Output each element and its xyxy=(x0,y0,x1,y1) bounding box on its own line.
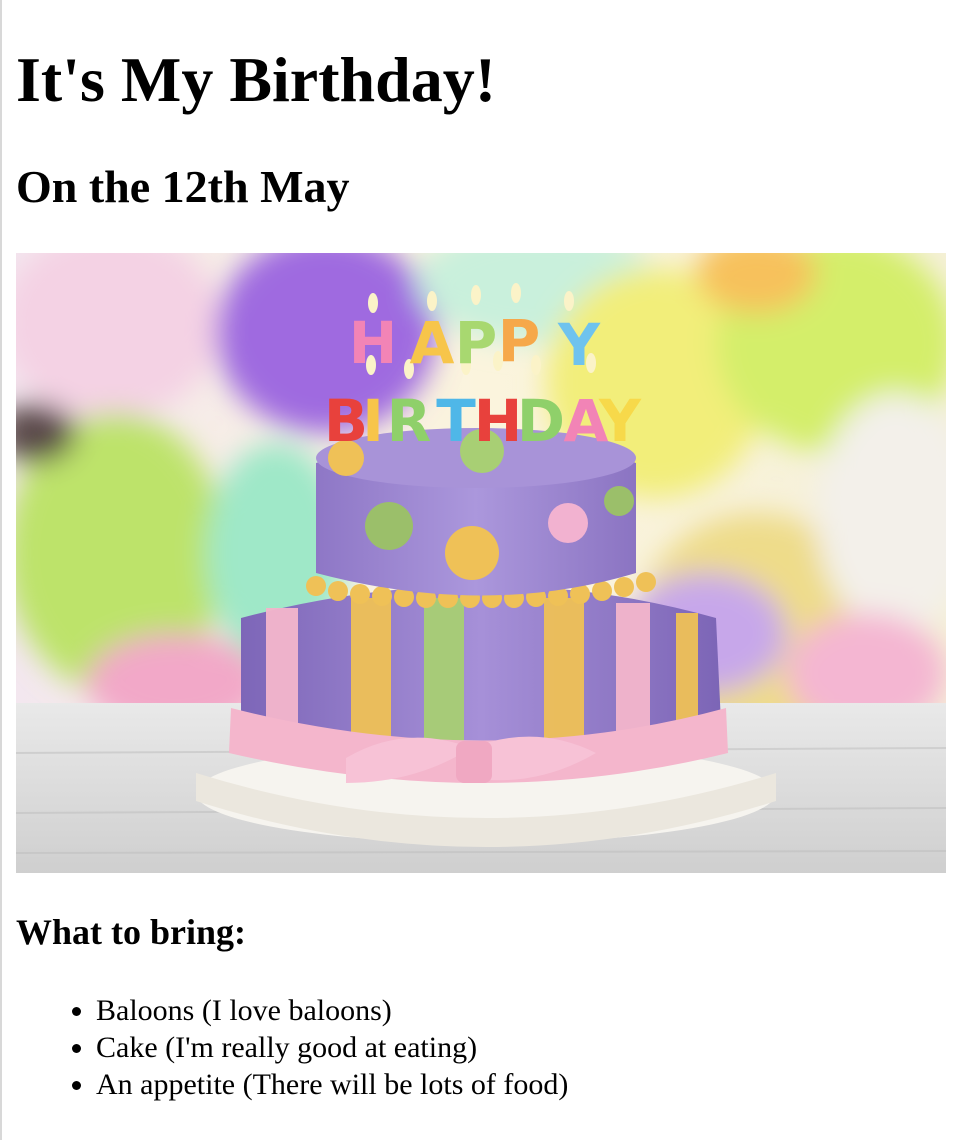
svg-text:A: A xyxy=(409,309,455,377)
list-item: • Cake (I'm really good at eating) xyxy=(96,1029,568,1066)
svg-text:T: T xyxy=(436,387,476,455)
list-item: • Baloons (I love baloons) xyxy=(96,992,568,1029)
svg-text:H: H xyxy=(473,387,523,455)
svg-text:Y: Y xyxy=(599,387,641,455)
svg-text:D: D xyxy=(516,387,566,455)
list-item: • An appetite (There will be lots of food) xyxy=(96,1066,568,1103)
page-subtitle: On the 12th May xyxy=(16,161,350,212)
svg-text:A: A xyxy=(563,387,609,455)
page-title: It's My Birthday! xyxy=(16,44,496,115)
left-border xyxy=(0,0,2,1140)
svg-text:R: R xyxy=(386,387,432,455)
svg-text:P: P xyxy=(454,309,498,377)
birthday-cake-image xyxy=(16,253,946,873)
bring-list xyxy=(0,992,568,1103)
svg-text:H: H xyxy=(348,309,398,377)
svg-text:P: P xyxy=(497,307,541,375)
svg-text:B: B xyxy=(323,387,369,455)
section-heading: What to bring: xyxy=(16,912,247,952)
svg-text:I: I xyxy=(362,387,384,455)
svg-text:Y: Y xyxy=(558,311,600,379)
